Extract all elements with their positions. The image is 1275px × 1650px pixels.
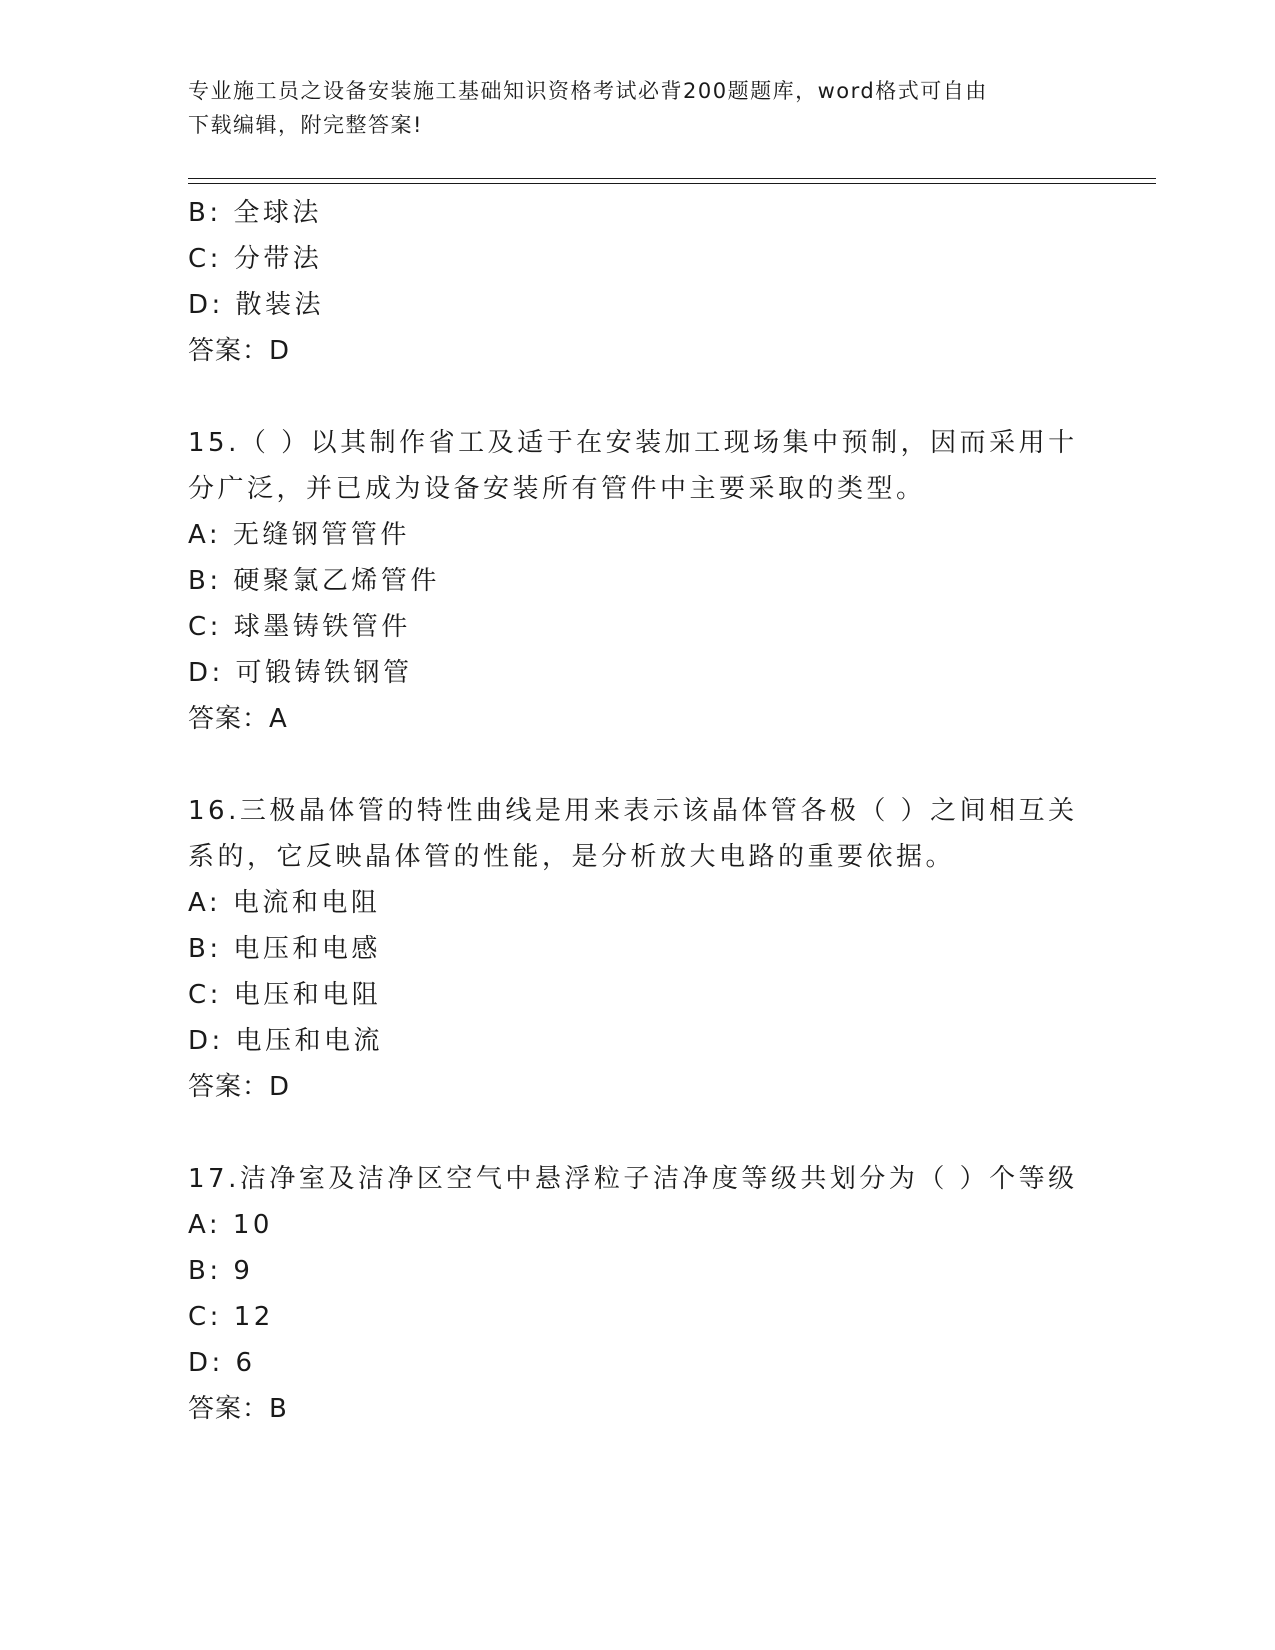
option-text: 10 [232,1210,273,1240]
option-text: 分带法 [233,244,323,274]
question-content [188,190,1088,1432]
header-rule-top [188,178,1156,179]
header-rule-bottom [188,183,1156,184]
option-text: 散装法 [235,290,325,320]
option-label: D: [188,290,236,320]
question-text-line-1: 17.洁净室及洁净区空气中悬浮粒子洁净度等级共划分为（ ）个等级 [188,1164,1078,1194]
document-header [188,74,1068,142]
option-label: B: [188,934,234,964]
question-15 [188,420,1088,742]
question-text-line-2: 系的，它反映晶体管的性能，是分析放大电路的重要依据。 [188,842,956,872]
option-c [188,604,1088,650]
answer-line: 答案：B [188,1394,288,1424]
option-label: D: [188,1026,236,1056]
spacer [188,1110,1088,1156]
option-text: 电流和电阻 [232,888,381,918]
option-label: C: [188,1302,234,1332]
option-label: A: [188,888,233,918]
option-a [188,1202,1088,1248]
option-text: 硬聚氯乙烯管件 [233,566,440,596]
option-text: 电压和电感 [233,934,381,964]
option-label: A: [188,520,233,550]
option-d [188,282,1088,328]
option-c [188,236,1088,282]
option-label: C: [188,980,234,1010]
spacer [188,374,1088,420]
option-label: D: [188,658,236,688]
option-text: 球墨铸铁管件 [233,612,411,642]
header-line-2: 下载编辑，附完整答案! [188,113,423,137]
option-text: 9 [233,1256,254,1286]
option-text: 电压和电流 [235,1026,384,1056]
option-label: B: [188,1256,234,1286]
question-17 [188,1156,1088,1432]
option-text: 无缝钢管管件 [232,520,410,550]
option-c [188,972,1088,1018]
answer-line: 答案：A [188,704,288,734]
option-label: A: [188,1210,233,1240]
option-text: 12 [233,1302,274,1332]
option-c [188,1294,1088,1340]
option-text: 全球法 [233,198,322,228]
option-text: 电压和电阻 [233,980,382,1010]
question-text-line-1: 15.（ ）以其制作省工及适于在安装加工现场集中预制，因而采用十 [188,428,1078,458]
question-text-line-1: 16.三极晶体管的特性曲线是用来表示该晶体管各极（ ）之间相互关 [188,796,1078,826]
option-b [188,926,1088,972]
option-label: B: [188,198,234,228]
question-16 [188,788,1088,1110]
option-d [188,1340,1088,1386]
option-text: 可锻铸铁钢管 [235,658,413,688]
option-a [188,880,1088,926]
option-label: B: [188,566,234,596]
previous-question-block [188,190,1088,374]
question-text-line-2: 分广泛，并已成为设备安装所有管件中主要采取的类型。 [188,474,926,504]
option-b [188,1248,1088,1294]
option-label: C: [188,244,234,274]
option-label: D: [188,1348,236,1378]
option-b [188,558,1088,604]
header-line-1: 专业施工员之设备安装施工基础知识资格考试必背200题题库，word格式可自由 [188,79,988,103]
option-label: C: [188,612,234,642]
option-a [188,512,1088,558]
option-b [188,190,1088,236]
option-d [188,1018,1088,1064]
answer-line: 答案：D [188,336,291,366]
spacer [188,742,1088,788]
answer-line: 答案：D [188,1072,291,1102]
option-text: 6 [235,1348,256,1378]
option-d [188,650,1088,696]
